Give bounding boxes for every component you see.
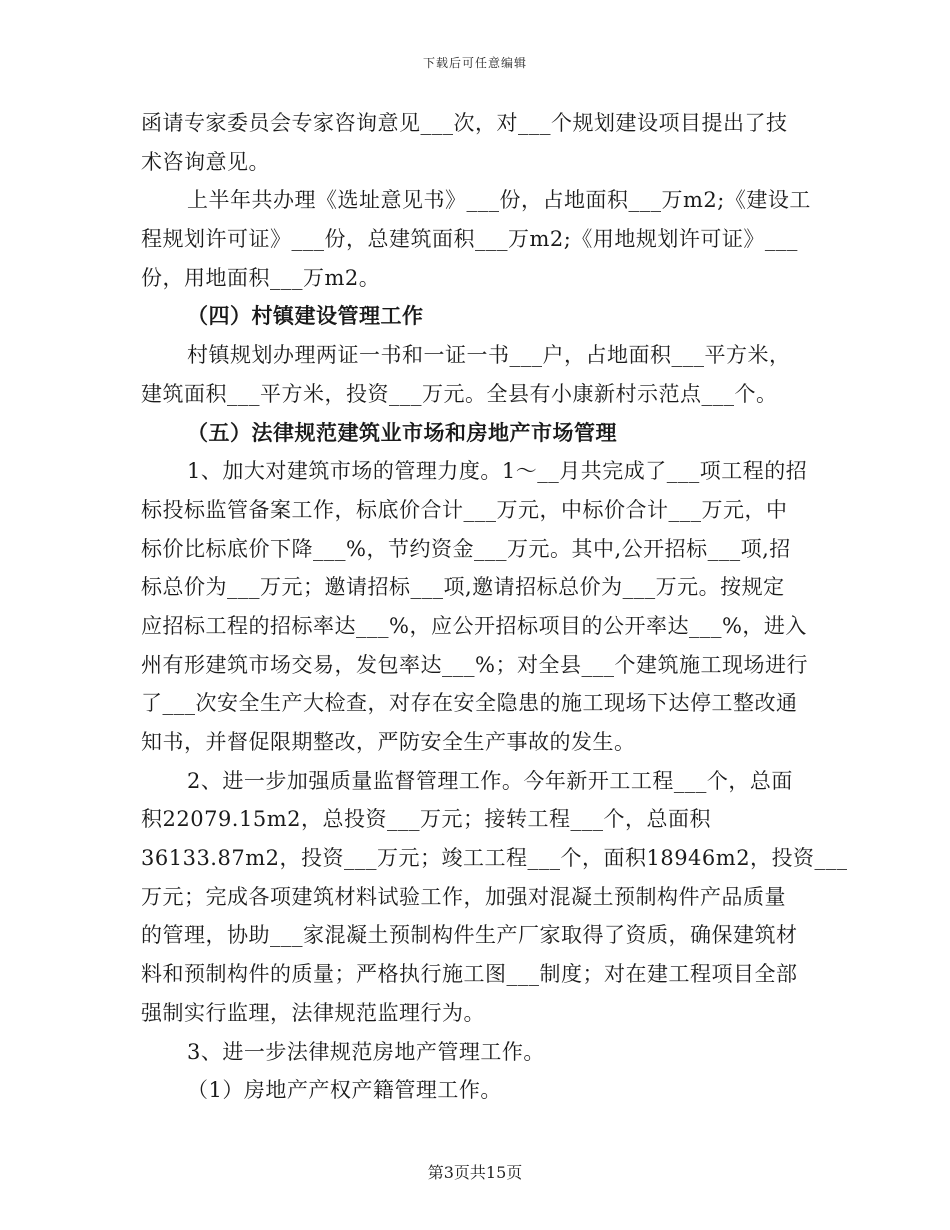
- paragraph-line: 标总价为___万元；邀请招标___项,邀请招标总价为___万元。按规定: [141, 575, 785, 600]
- paragraph-line: 2、进一步加强质量监督管理工作。今年新开工工程___个，总面: [187, 768, 793, 793]
- document-body: [141, 104, 848, 1110]
- paragraph-line: 3、进一步法律规范房地产管理工作。: [187, 1039, 545, 1064]
- section-heading: （四）村镇建设管理工作: [187, 303, 424, 329]
- page-footer: 第3页共15页: [427, 1163, 523, 1182]
- paragraph-line: 标投标监管备案工作，标底价合计___万元，中标价合计___万元，中: [141, 497, 788, 522]
- paragraph-line: 村镇规划办理两证一书和一证一书___户，占地面积___平方米，: [187, 343, 791, 368]
- paragraph-line: 建筑面积___平方米，投资___万元。全县有小康新村示范点___个。: [141, 381, 778, 406]
- paragraph-line: 标价比标底价下降___%，节约资金___万元。其中,公开招标___项,招: [141, 536, 791, 561]
- paragraph-line: 函请专家委员会专家咨询意见___次，对___个规划建设项目提出了技: [141, 111, 788, 135]
- paragraph-line: 上半年共办理《选址意见书》___份，占地面积___万m2;《建设工: [187, 188, 811, 213]
- paragraph-line: （1）房地产产权产籍管理工作。: [187, 1078, 502, 1103]
- paragraph-line: 应招标工程的招标率达___%，应公开招标项目的公开率达___%，进入: [141, 613, 807, 638]
- paragraph-line: 份，用地面积___万m2。: [141, 265, 381, 290]
- paragraph-line: 了___次安全生产大检查，对存在安全隐患的施工现场下达停工整改通: [141, 691, 798, 716]
- page-header: 下载后可任意编辑: [422, 56, 527, 70]
- paragraph-line: 州有形建筑市场交易，发包率达___%；对全县___个建筑施工现场进行: [141, 652, 808, 677]
- paragraph-line: 1、加大对建筑市场的管理力度。1～__月共完成了___项工程的招: [187, 459, 808, 484]
- paragraph-line: 术咨询意见。: [141, 149, 270, 174]
- paragraph-line: 强制实行监理，法律规范监理行为。: [141, 1000, 485, 1025]
- paragraph-line: 程规划许可证》___份，总建筑面积___万m2;《用地规划许可证》___: [141, 227, 798, 252]
- paragraph-line: 万元；完成各项建筑材料试验工作，加强对混凝土预制构件产品质量: [141, 884, 786, 909]
- paragraph-line: 料和预制构件的质量；严格执行施工图___制度；对在建工程项目全部: [141, 962, 798, 987]
- paragraph-line: 的管理，协助___家混凝土预制构件生产厂家取得了资质，确保建筑材: [141, 923, 798, 948]
- paragraph-line: 知书，并督促限期整改，严防安全生产事故的发生。: [141, 730, 636, 754]
- paragraph-line: 36133.87m2，投资___万元；竣工工程___个，面积18946m2，投资___: [141, 846, 848, 871]
- paragraph-line: 积22079.15m2，总投资___万元；接转工程___个，总面积: [141, 807, 711, 832]
- section-heading: （五）法律规范建筑业市场和房地产市场管理: [187, 419, 617, 445]
